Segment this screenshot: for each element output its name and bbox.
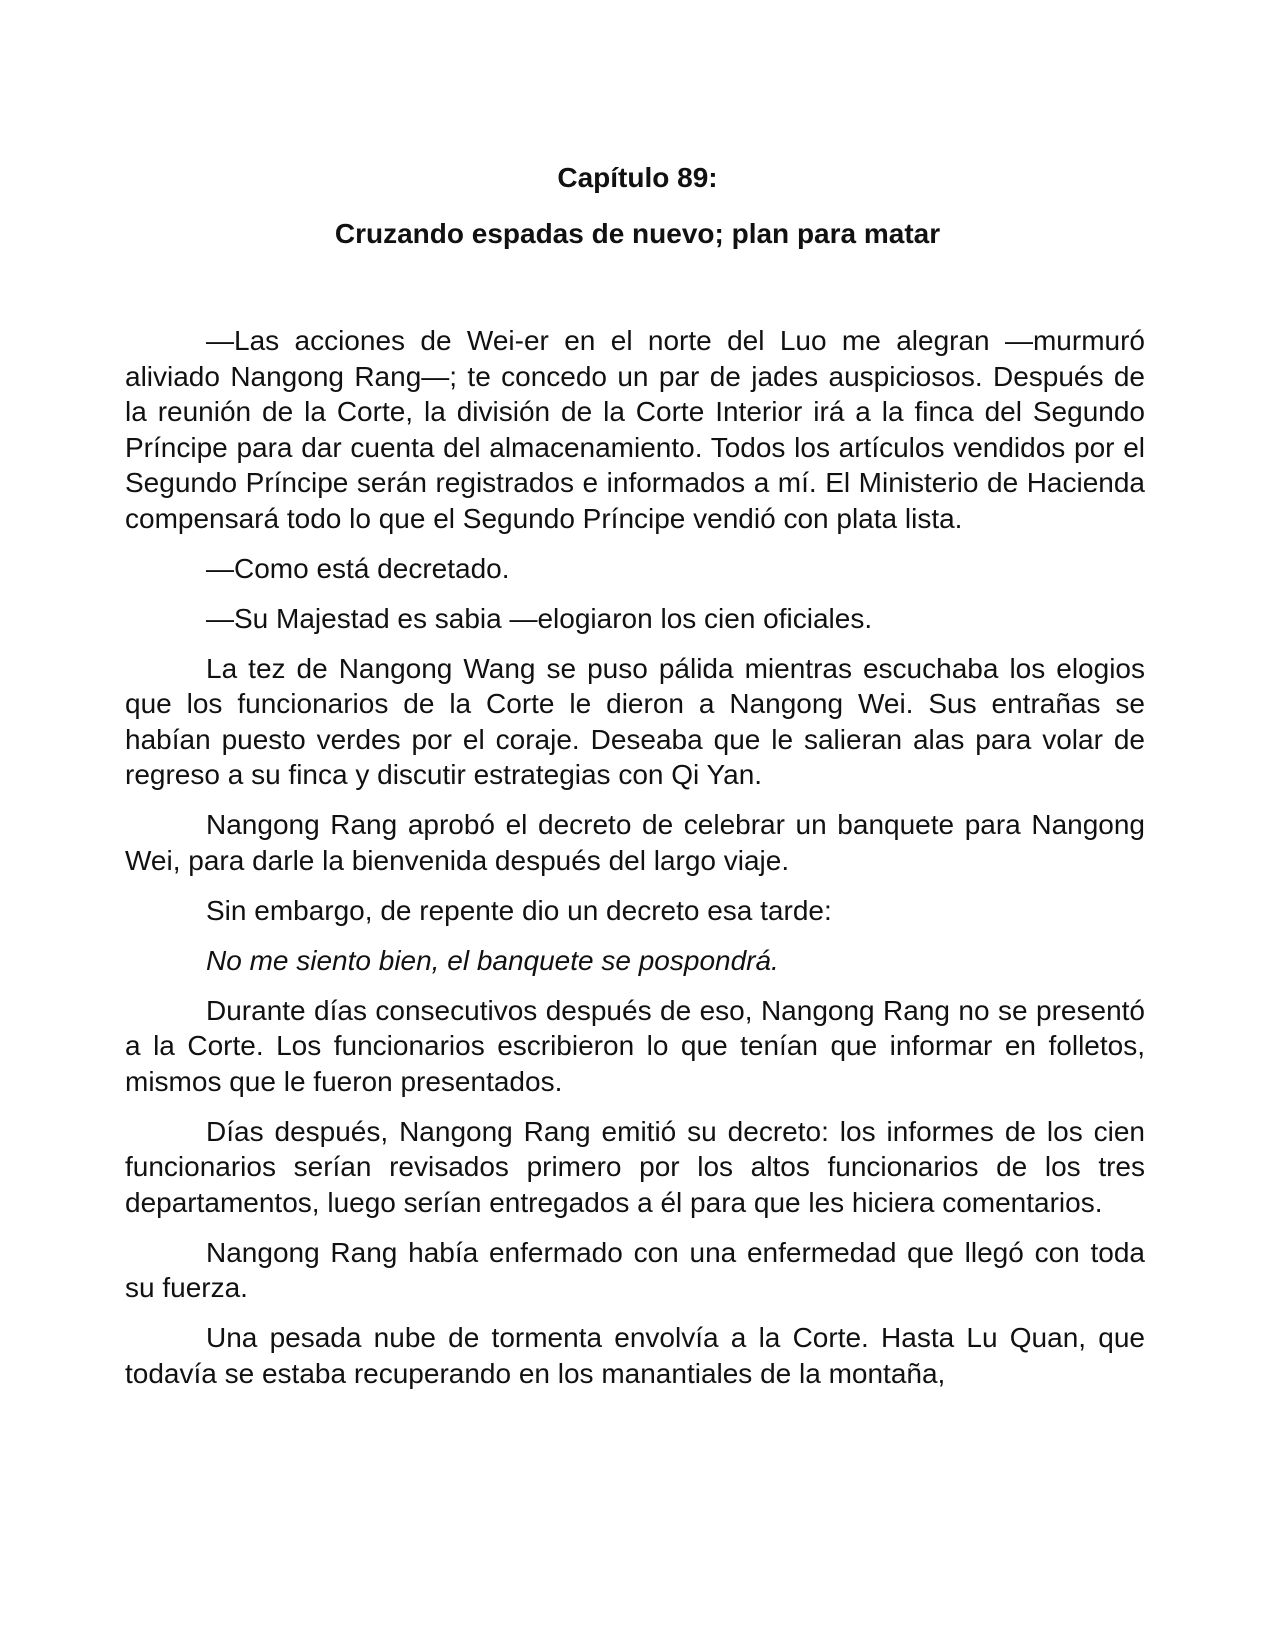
paragraph: Sin embargo, de repente dio un decreto esa tarde: [206, 894, 832, 926]
paragraph: Durante días consecutivos después de eso, Nangong Rang no se presentó a la Corte. Los funcionarios escribieron lo que tenían que informar en folletos, mismos que le fueron presentados. [125, 994, 1145, 1097]
paragraph: Días después, Nangong Rang emitió su decreto: los informes de los cien funcionarios serían revisados primero por los altos funcionarios de los tres departamentos, luego serían entregados a él para que les hiciera comentarios. [125, 1115, 1145, 1218]
paragraph: —Las acciones de Wei-er en el norte del Luo me alegran —murmuró aliviado Nangong Rang—; te concedo un par de jades auspiciosos. Después de la reunión de la Corte, la división de la Corte Interior irá a la finca del Segundo Príncipe para dar cuenta del almacenamiento. Todos los artículos vendidos por el Segundo Príncipe serán registrados e informados a mí. El Ministerio de Hacienda compensará todo lo que el Segundo Príncipe vendió con plata lista. [125, 325, 1145, 534]
paragraph: Nangong Rang aprobó el decreto de celebrar un banquete para Nangong Wei, para darle la bienvenida después del largo viaje. [125, 809, 1145, 876]
paragraph: Una pesada nube de tormenta envolvía a la Corte. Hasta Lu Quan, que todavía se estaba recuperando en los manantiales de la montaña, [125, 1322, 1145, 1389]
chapter-title: Cruzando espadas de nuevo; plan para matar [334, 218, 941, 249]
paragraph: Nangong Rang había enfermado con una enfermedad que llegó con toda su fuerza. [125, 1236, 1145, 1303]
italic-decree-paragraph: No me siento bien, el banquete se pospondrá. [206, 944, 779, 976]
paragraph: La tez de Nangong Wang se puso pálida mientras escuchaba los elogios que los funcionarios de la Corte le dieron a Nangong Wei. Sus entrañas se habían puesto verdes por el coraje. Deseaba que le salieran alas para volar de regreso a su finca y discutir estrategias con Qi Yan. [125, 652, 1145, 790]
paragraph: —Su Majestad es sabia —elogiaron los cien oficiales. [206, 602, 873, 634]
chapter-body [125, 323, 1145, 1406]
chapter-number: Capítulo 89: [557, 162, 718, 193]
paragraph: —Como está decretado. [206, 552, 510, 584]
